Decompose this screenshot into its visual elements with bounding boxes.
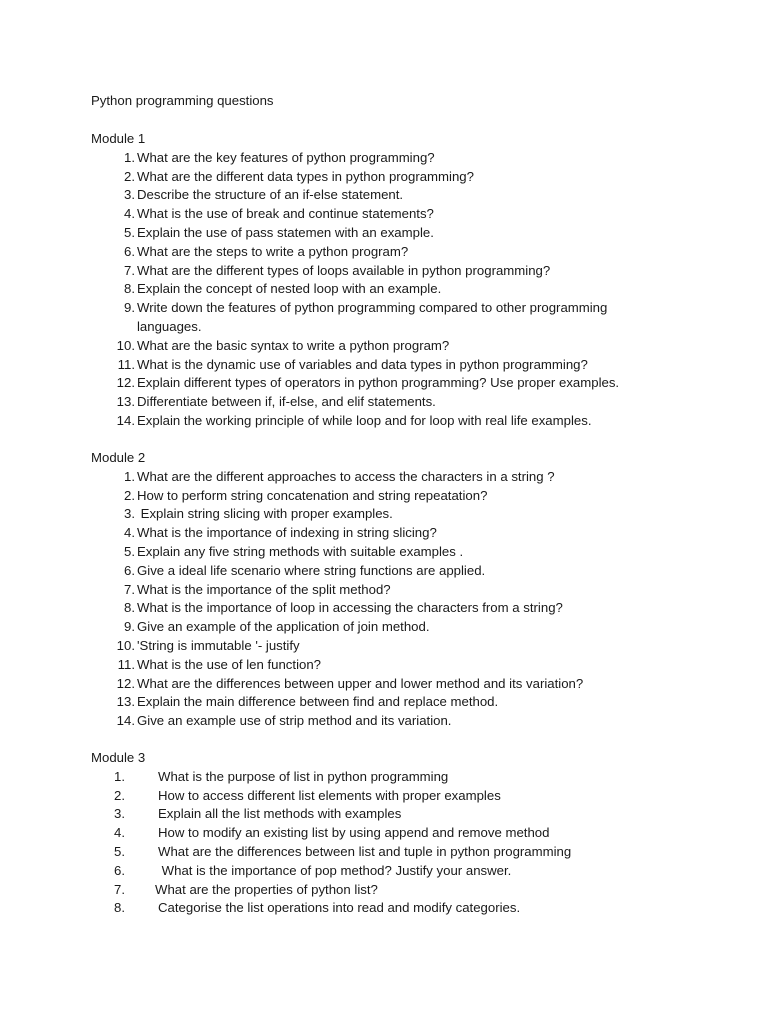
question-text: Write down the features of python programming compared to other programming languages. <box>137 300 612 334</box>
question-number: 8. <box>124 600 135 616</box>
question-number: 4. <box>124 525 135 541</box>
question-number: 7. <box>124 581 135 597</box>
question-number: 2. <box>114 787 125 803</box>
question-text: What are the differences between list and tuple in python programming <box>158 843 572 859</box>
question-text: Explain the use of pass statemen with an example. <box>137 224 434 240</box>
question-number: 2. <box>124 168 135 184</box>
question-item <box>91 843 698 862</box>
question-text: What is the importance of the split method? <box>137 581 391 597</box>
question-number: 3. <box>114 806 125 822</box>
question-number: 6. <box>124 243 135 259</box>
question-item <box>91 224 697 243</box>
question-item <box>91 581 697 600</box>
question-text: What are the steps to write a python program? <box>137 243 409 259</box>
question-text: Give an example of the application of join method. <box>137 619 430 635</box>
question-number: 4. <box>114 825 125 841</box>
question-text: Explain any five string methods with suitable examples . <box>137 543 464 559</box>
question-item <box>91 205 697 224</box>
question-number: 13. <box>116 394 135 410</box>
question-item <box>91 599 697 618</box>
question-item <box>91 374 697 393</box>
question-text: Give a ideal life scenario where string functions are applied. <box>137 562 486 578</box>
question-number: 14. <box>116 713 135 729</box>
question-item <box>91 543 697 562</box>
question-text: Explain the main difference between find and replace method. <box>137 694 499 710</box>
question-item <box>91 618 697 637</box>
question-number: 4. <box>124 206 135 222</box>
question-item <box>91 712 697 731</box>
question-number: 5. <box>124 543 135 559</box>
question-item <box>91 824 698 843</box>
question-item <box>91 280 697 299</box>
module-1-section <box>91 130 697 431</box>
question-number: 1. <box>114 768 125 784</box>
question-number: 3. <box>124 506 135 522</box>
module-2-heading: Module 2 <box>91 450 146 465</box>
question-number: 7. <box>114 881 125 897</box>
question-number: 10. <box>116 337 135 353</box>
question-text: What is the dynamic use of variables and data types in python programming? <box>137 356 588 372</box>
question-item <box>91 393 697 412</box>
question-number: 9. <box>124 619 135 635</box>
question-text: What is the importance of loop in accessing the characters from a string? <box>137 600 563 616</box>
question-text: What is the use of len function? <box>137 656 322 672</box>
question-number: 12. <box>116 375 135 391</box>
module-1-question-list <box>91 149 697 431</box>
question-number: 5. <box>114 843 125 859</box>
question-text: What are the basic syntax to write a python program? <box>137 337 450 353</box>
question-text: Explain all the list methods with examples <box>158 806 402 822</box>
question-number: 11. <box>117 356 135 372</box>
document-title: Python programming questions <box>91 93 274 108</box>
question-number: 8. <box>124 281 135 297</box>
question-number: 6. <box>124 562 135 578</box>
module-2-section <box>91 449 697 731</box>
question-item <box>91 562 697 581</box>
question-text: What are the differences between upper and lower method and its variation? <box>137 675 584 691</box>
question-text: What is the importance of indexing in string slicing? <box>137 525 437 541</box>
question-text: What are the different types of loops available in python programming? <box>137 262 551 278</box>
question-number: 7. <box>124 262 135 278</box>
question-number: 13. <box>116 694 135 710</box>
question-item <box>91 356 697 375</box>
question-item <box>91 505 697 524</box>
question-text: How to access different list elements with proper examples <box>158 787 501 803</box>
question-text: Categorise the list operations into read and modify categories. <box>158 900 521 916</box>
question-text: What is the use of break and continue statements? <box>137 206 434 222</box>
question-number: 3. <box>124 187 135 203</box>
question-number: 10. <box>116 637 135 653</box>
question-number: 2. <box>124 487 135 503</box>
question-text: What is the importance of pop method? Justify your answer. <box>158 862 512 878</box>
question-text: Explain the concept of nested loop with an example. <box>137 281 442 297</box>
question-text: Explain different types of operators in python programming? Use proper examples. <box>137 375 620 391</box>
question-item <box>91 805 698 824</box>
question-text: What is the purpose of list in python programming <box>158 768 449 784</box>
question-text: Explain string slicing with proper examples. <box>137 506 393 522</box>
question-number: 11. <box>117 656 135 672</box>
question-text: What are the key features of python programming? <box>137 149 435 165</box>
question-text: Differentiate between if, if-else, and elif statements. <box>137 394 436 410</box>
question-item <box>91 693 697 712</box>
question-item <box>91 299 697 337</box>
question-text: Give an example use of strip method and its variation. <box>137 713 452 729</box>
question-number: 12. <box>116 675 135 691</box>
question-item <box>91 637 697 656</box>
question-item <box>91 337 697 356</box>
question-number: 6. <box>114 862 125 878</box>
module-3-question-list <box>91 768 698 918</box>
question-item <box>91 487 697 506</box>
question-item <box>91 881 698 900</box>
question-text: Describe the structure of an if-else statement. <box>137 187 404 203</box>
question-number: 9. <box>124 300 135 316</box>
question-item <box>91 262 697 281</box>
module-2-question-list <box>91 468 697 731</box>
question-number: 1. <box>124 468 135 484</box>
question-number: 1. <box>124 149 135 165</box>
question-item <box>91 675 697 694</box>
question-item <box>91 412 697 431</box>
module-1-heading: Module 1 <box>91 131 146 146</box>
question-text: What are the properties of python list? <box>155 881 378 897</box>
question-item <box>91 149 697 168</box>
question-text: How to modify an existing list by using append and remove method <box>158 825 550 841</box>
question-item <box>91 186 697 205</box>
question-item <box>91 524 697 543</box>
question-text: What are the different approaches to access the characters in a string ? <box>137 468 555 484</box>
module-3-heading: Module 3 <box>91 750 146 765</box>
question-number: 5. <box>124 224 135 240</box>
question-text: What are the different data types in python programming? <box>137 168 474 184</box>
question-item <box>91 899 698 918</box>
question-text: 'String is immutable '- justify <box>137 637 300 653</box>
question-item <box>91 862 698 881</box>
question-number: 8. <box>114 900 125 916</box>
question-number: 14. <box>116 412 135 428</box>
question-item <box>91 468 697 487</box>
question-item <box>91 656 697 675</box>
question-text: How to perform string concatenation and string repeatation? <box>137 487 488 503</box>
question-item <box>91 787 698 806</box>
question-item <box>91 243 697 262</box>
module-3-section <box>91 749 698 918</box>
question-text: Explain the working principle of while loop and for loop with real life examples. <box>137 412 592 428</box>
question-item <box>91 768 698 787</box>
question-item <box>91 168 697 187</box>
